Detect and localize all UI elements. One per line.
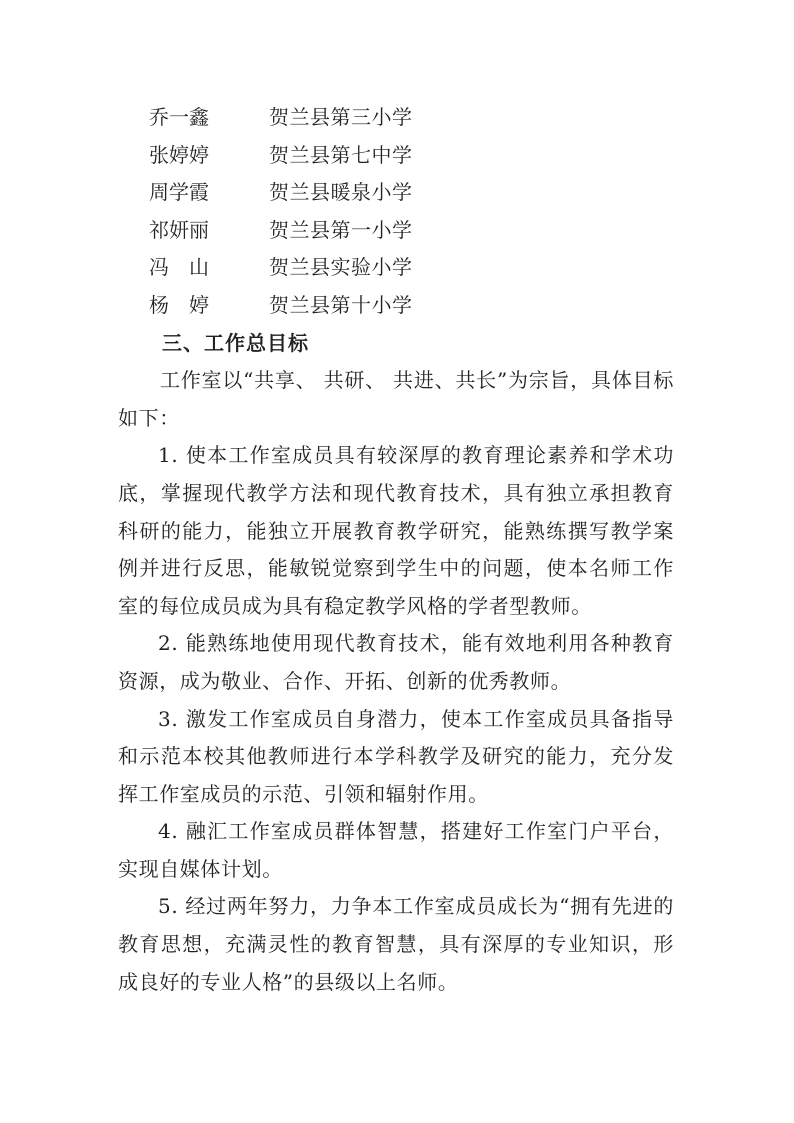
member-row xyxy=(118,174,674,212)
member-row xyxy=(118,99,674,137)
member-row xyxy=(118,212,674,250)
member-name: 张婷婷 xyxy=(149,142,209,167)
goal-paragraph-4: 4. 融汇工作室成员群体智慧，搭建好工作室门户平台，实现自媒体计划。 xyxy=(118,819,674,881)
document-page xyxy=(118,99,674,1001)
member-name: 祁妍丽 xyxy=(149,217,209,242)
member-name: 周学霞 xyxy=(149,180,209,205)
member-name: 乔一鑫 xyxy=(149,105,209,129)
goal-paragraph-5: 5. 经过两年努力，力争本工作室成员成长为“拥有先进的教育思想，充满灵性的教育智慧，具有深厚的专业知识，形成良好的专业人格”的县级以上名师。 xyxy=(118,894,674,994)
member-list xyxy=(118,99,674,325)
member-school: 贺兰县第七中学 xyxy=(269,142,413,167)
member-school: 贺兰县第十小学 xyxy=(269,292,413,317)
section-heading: 三、工作总目标 xyxy=(162,330,309,355)
goal-paragraph-2: 2. 能熟练地使用现代教育技术，能有效地利用各种教育资源，成为敬业、合作、开拓、创新的优秀教师。 xyxy=(118,631,674,693)
member-school: 贺兰县第一小学 xyxy=(269,217,413,242)
member-row xyxy=(118,137,674,175)
member-name: 冯 山 xyxy=(149,255,209,280)
goal-paragraph-3: 3. 激发工作室成员自身潜力，使本工作室成员具备指导和示范本校其他教师进行本学科教学及研究的能力，充分发挥工作室成员的示范、引领和辐射作用。 xyxy=(118,706,674,806)
member-name: 杨 婷 xyxy=(149,292,209,317)
member-school: 贺兰县第三小学 xyxy=(269,105,413,129)
intro-paragraph: 工作室以“共享、 共研、 共进、共长”为宗旨，具体目标如下： xyxy=(118,368,674,430)
member-row xyxy=(118,249,674,287)
member-school: 贺兰县暖泉小学 xyxy=(269,180,413,205)
member-row xyxy=(118,287,674,325)
goal-paragraph-1: 1. 使本工作室成员具有较深厚的教育理论素养和学术功底，掌握现代教学方法和现代教育技术，具有独立承担教育科研的能力，能独立开展教育教学研究，能熟练撰写教学案例并进行反思，能敏锐觉察到学生中的问题，使本名师工作室的每位成员成为具有稳定教学风格的学者型教师。 xyxy=(118,443,674,618)
member-school: 贺兰县实验小学 xyxy=(269,255,413,280)
